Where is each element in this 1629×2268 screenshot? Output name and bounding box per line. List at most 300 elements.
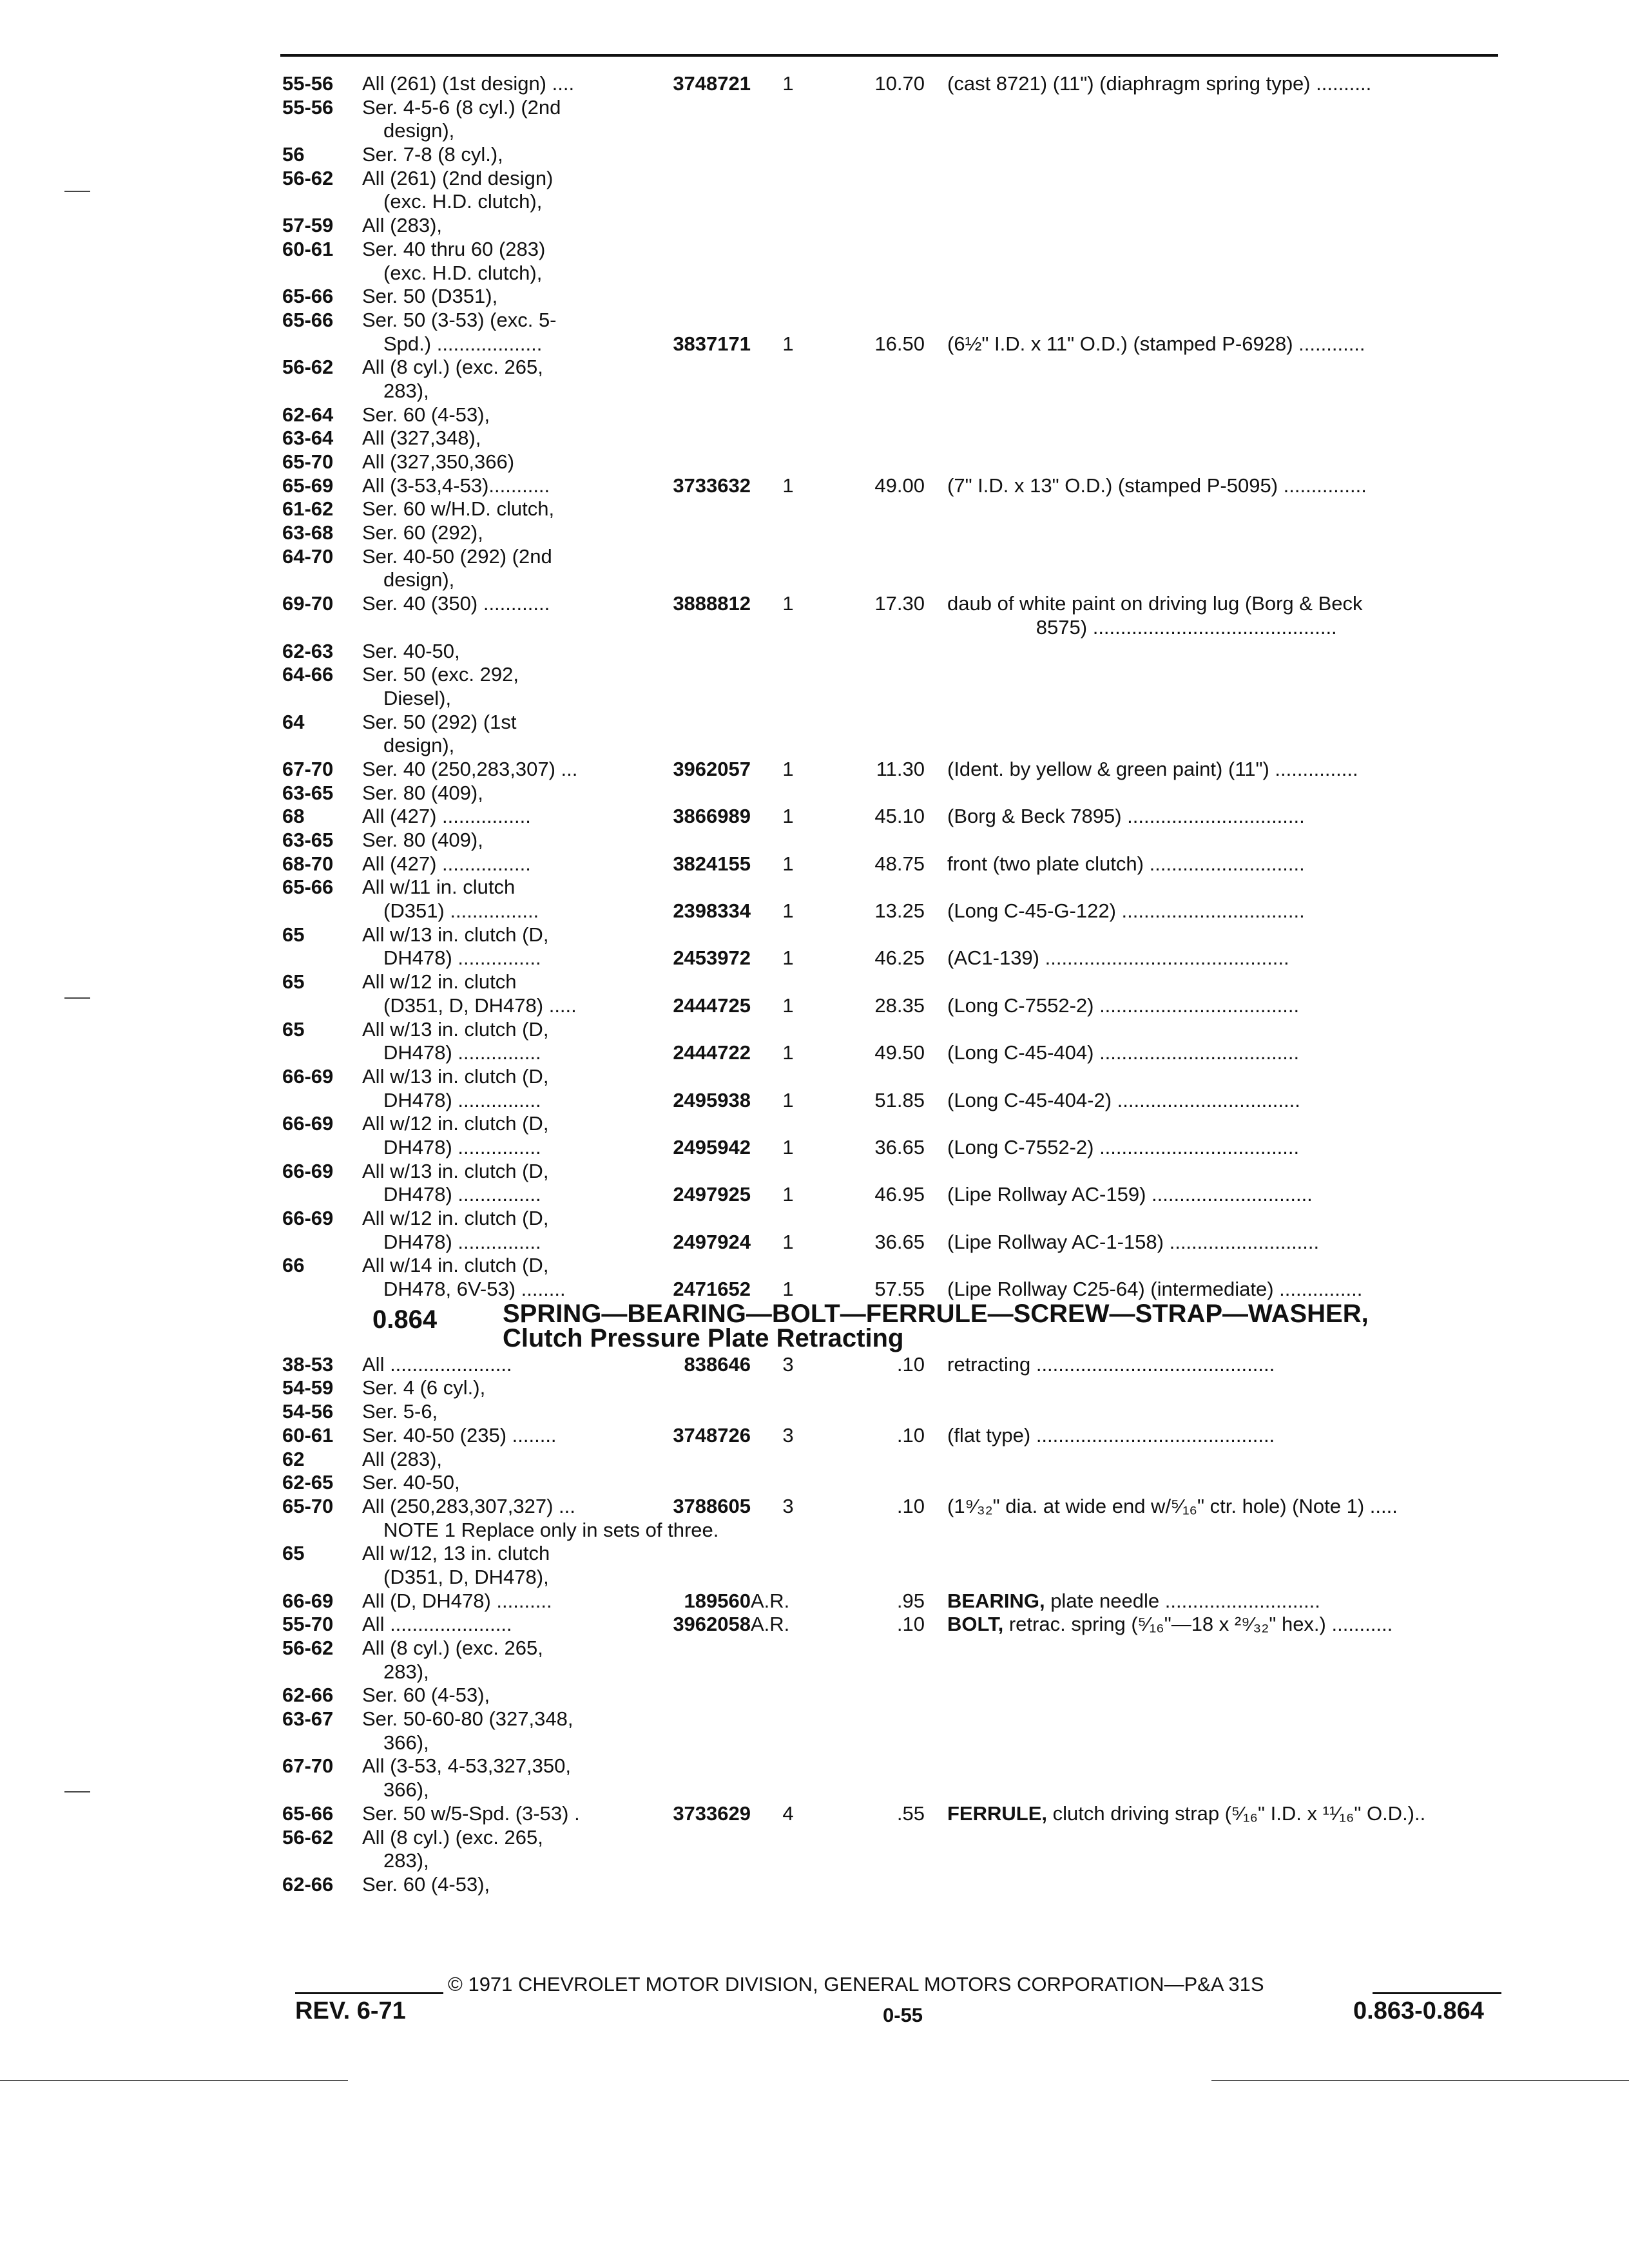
table-row [0, 663, 1629, 687]
remarks-text: (flat type) ........................................... [947, 1423, 1275, 1446]
application-description: Spd.) ................... [383, 332, 543, 355]
table-row [0, 190, 1629, 214]
top-rule [280, 54, 1498, 57]
year-range: 56 [282, 143, 305, 166]
part-number: 3962057 [673, 757, 751, 780]
year-range: 56-62 [282, 166, 334, 189]
remarks [947, 1089, 1518, 1113]
table-row [0, 1826, 1629, 1850]
remarks [947, 758, 1518, 782]
application-description: Ser. 4 (6 cyl.), [362, 1376, 486, 1399]
price: .55 [896, 1802, 925, 1825]
year-range: 57-59 [282, 214, 334, 237]
part-number: 3788605 [673, 1494, 751, 1517]
application-description: Ser. 60 (4-53), [362, 1684, 490, 1707]
table-row [0, 167, 1629, 191]
price: 46.25 [874, 947, 925, 970]
application-description: (exc. H.D. clutch), [383, 261, 543, 284]
year-range: 60-61 [282, 237, 334, 260]
table-row [0, 1731, 1629, 1755]
bottom-rule [1211, 2080, 1629, 2081]
revision-label: REV. 6-71 [295, 1997, 406, 2024]
application-description: All (283), [362, 214, 443, 237]
price: .10 [896, 1423, 925, 1446]
table-row [0, 214, 1629, 238]
table-row [0, 1471, 1629, 1495]
quantity: 4 [782, 1802, 794, 1825]
part-number: 3866989 [673, 805, 751, 828]
remarks [947, 1353, 1518, 1377]
table-row [0, 1613, 1629, 1637]
application-description: Ser. 60 (4-53), [362, 1872, 490, 1896]
quantity: 1 [782, 474, 794, 497]
year-range: 56-62 [282, 356, 334, 379]
year-range: 61-62 [282, 497, 334, 521]
application-description: DH478) ............... [383, 1230, 541, 1253]
table-row [0, 1353, 1629, 1377]
table-row [0, 568, 1629, 592]
remarks-text: (cast 8721) (11") (diaphragm spring type) .......... [947, 72, 1372, 95]
application-description: All (250,283,307,327) ... [362, 1494, 575, 1517]
application-description: (exc. H.D. clutch), [383, 190, 543, 213]
price: 36.65 [874, 1230, 925, 1253]
year-range: 66-69 [282, 1589, 334, 1612]
quantity: 3 [782, 1494, 794, 1517]
year-range: 66-69 [282, 1112, 334, 1135]
table-row [0, 829, 1629, 852]
table-row [0, 923, 1629, 947]
remarks [947, 1183, 1518, 1207]
table-row [0, 947, 1629, 970]
section-title [503, 1299, 1369, 1352]
application-description: All (327,350,366) [362, 450, 515, 473]
table-row [0, 1160, 1629, 1184]
section-heading [0, 1299, 1629, 1353]
price: 48.75 [874, 852, 925, 875]
part-number: 838646 [684, 1352, 751, 1376]
application-description: All (3-53, 4-53,327,350, [362, 1754, 571, 1778]
year-range: 62-64 [282, 403, 334, 426]
price: 51.85 [874, 1088, 925, 1111]
remarks-text: clutch driving strap (⁵⁄₁₆" I.D. x ¹¹⁄₁₆" O.D.).. [1047, 1802, 1426, 1825]
year-range: 63-65 [282, 829, 334, 851]
application-description: All w/12, 13 in. clutch [362, 1542, 550, 1565]
table-row [0, 1754, 1629, 1778]
year-range: 69-70 [282, 592, 334, 615]
remarks-text: (Long C-45-404) .................................... [947, 1041, 1300, 1064]
application-description: DH478) ............... [383, 1135, 541, 1158]
table-row [0, 1873, 1629, 1897]
application-description: Ser. 40 (350) ............ [362, 592, 550, 615]
quantity: 1 [782, 805, 794, 828]
application-description: All ...................... [362, 1613, 512, 1636]
application-description: DH478) ............... [383, 1088, 541, 1111]
year-range: 62-66 [282, 1684, 334, 1707]
part-name: BOLT, [947, 1613, 1004, 1636]
table-row [0, 1684, 1629, 1707]
table-row [0, 427, 1629, 450]
part-number: 3748726 [673, 1423, 751, 1446]
quantity: 1 [782, 332, 794, 355]
year-range: 64-70 [282, 544, 334, 568]
application-description: 283), [383, 1849, 429, 1872]
application-description: All w/13 in. clutch (D, [362, 1064, 549, 1088]
remarks-text: plate needle ............................ [1045, 1589, 1320, 1612]
part-number: 3962058 [673, 1613, 751, 1636]
year-range: 64 [282, 710, 305, 733]
remarks-text: (Long C-7552-2) .................................... [947, 1135, 1300, 1158]
application-description: All (8 cyl.) (exc. 265, [362, 356, 543, 379]
year-range: 62-65 [282, 1471, 334, 1494]
application-description: All (427) ................ [362, 852, 531, 875]
table-row [0, 474, 1629, 498]
table-row [0, 1542, 1629, 1566]
remarks-text: (Lipe Rollway C25-64) (intermediate) ............... [947, 1278, 1363, 1301]
year-range: 65-70 [282, 1494, 334, 1517]
remarks [947, 332, 1518, 356]
table-row [0, 1637, 1629, 1660]
year-range: 66-69 [282, 1159, 334, 1182]
part-number: 2497924 [673, 1230, 751, 1253]
application-description: All w/13 in. clutch (D, [362, 1159, 549, 1182]
quantity: 1 [782, 852, 794, 875]
table-row [0, 1278, 1629, 1302]
year-range: 65 [282, 970, 305, 994]
quantity: 1 [782, 1041, 794, 1064]
application-description: Ser. 4-5-6 (8 cyl.) (2nd [362, 95, 561, 119]
part-number: 2471652 [673, 1278, 751, 1301]
quantity: 1 [782, 1230, 794, 1253]
section-number: 0.864 [372, 1305, 438, 1334]
remarks-text: (Lipe Rollway AC-1-158) ........................... [947, 1230, 1320, 1253]
application-description: Ser. 50-60-80 (327,348, [362, 1707, 574, 1731]
table-row [0, 1231, 1629, 1254]
table-row [0, 1112, 1629, 1136]
table-row [0, 1778, 1629, 1802]
application-description: DH478) ............... [383, 1183, 541, 1206]
table-row [0, 1424, 1629, 1448]
application-description: Ser. 40-50, [362, 1471, 460, 1494]
remarks [947, 474, 1518, 498]
application-description: 283), [383, 1660, 429, 1683]
part-number: 3748721 [673, 72, 751, 95]
table-row [0, 876, 1629, 899]
application-description: All w/13 in. clutch (D, [362, 1017, 549, 1041]
remarks [947, 994, 1518, 1018]
remarks-text: (6½" I.D. x 11" O.D.) (stamped P-6928) ............ [947, 332, 1365, 355]
application-description: All (261) (2nd design) [362, 166, 554, 189]
price: 13.25 [874, 899, 925, 923]
part-name: FERRULE, [947, 1802, 1047, 1825]
application-description: Ser. 50 (3-53) (exc. 5- [362, 308, 557, 331]
application-description: DH478) ............... [383, 947, 541, 970]
price: 10.70 [874, 72, 925, 95]
remarks [947, 899, 1518, 923]
part-number: 3733632 [673, 474, 751, 497]
application-description: All w/13 in. clutch (D, [362, 923, 549, 946]
application-description: Ser. 80 (409), [362, 781, 483, 804]
remarks [947, 1136, 1518, 1160]
table-row [0, 1376, 1629, 1400]
application-description: All w/14 in. clutch (D, [362, 1254, 549, 1277]
year-range: 56-62 [282, 1637, 334, 1659]
footer-rule-right [1373, 1992, 1501, 1994]
section-subtitle: Clutch Pressure Plate Retracting [503, 1323, 904, 1352]
table-row [0, 238, 1629, 262]
table-row [0, 285, 1629, 309]
footer-copyright: © 1971 CHEVROLET MOTOR DIVISION, GENERAL MOTORS CORPORATION—P&A 31S [448, 1973, 1264, 1995]
part-number: 3837171 [673, 332, 751, 355]
remarks [947, 947, 1518, 970]
table-row [0, 1089, 1629, 1113]
application-description: 366), [383, 1731, 429, 1754]
application-description: All w/12 in. clutch [362, 970, 517, 994]
table-row [0, 309, 1629, 332]
year-range: 63-67 [282, 1707, 334, 1731]
application-description: Ser. 80 (409), [362, 829, 483, 851]
table-row [0, 1495, 1629, 1519]
quantity: 1 [782, 592, 794, 615]
table-row [0, 1065, 1629, 1089]
application-description: Ser. 5-6, [362, 1400, 438, 1423]
application-description: All w/12 in. clutch (D, [362, 1112, 549, 1135]
price: 36.65 [874, 1135, 925, 1158]
bottom-rule [0, 2080, 348, 2081]
application-description: DH478) ............... [383, 1041, 541, 1064]
table-row [0, 1519, 1629, 1542]
application-description: design), [383, 119, 455, 142]
year-range: 38-53 [282, 1352, 334, 1376]
year-range: 65 [282, 1542, 305, 1565]
table-row [0, 72, 1629, 96]
table-row [0, 356, 1629, 380]
application-description: All w/12 in. clutch (D, [362, 1207, 549, 1229]
table-row [0, 640, 1629, 664]
application-description: (D351, D, DH478) ..... [383, 994, 577, 1017]
application-description: Ser. 60 (292), [362, 521, 483, 544]
application-description: All w/11 in. clutch [362, 876, 516, 899]
application-description: All (3-53,4-53)........... [362, 474, 550, 497]
price: 16.50 [874, 332, 925, 355]
application-description: 366), [383, 1778, 429, 1802]
part-name: BEARING, [947, 1589, 1045, 1612]
price: 11.30 [876, 757, 925, 780]
year-range: 62 [282, 1447, 305, 1470]
table-row [0, 994, 1629, 1018]
price: 57.55 [874, 1278, 925, 1301]
remarks-text: (Lipe Rollway AC-159) ............................. [947, 1183, 1313, 1206]
table-row [0, 380, 1629, 403]
table-row [0, 1018, 1629, 1042]
year-range: 55-56 [282, 95, 334, 119]
table-row [0, 1254, 1629, 1278]
year-range: 63-65 [282, 781, 334, 804]
remarks-text: front (two plate clutch) ............................ [947, 852, 1305, 875]
application-description: DH478, 6V-53) ........ [383, 1278, 566, 1301]
year-range: 64-66 [282, 663, 334, 686]
table-row [0, 1136, 1629, 1160]
remarks [947, 805, 1518, 829]
remarks-text: (Ident. by yellow & green paint) (11") ............... [947, 757, 1358, 780]
application-description: Ser. 40-50, [362, 639, 460, 662]
year-range: 62-66 [282, 1872, 334, 1896]
table-row [0, 805, 1629, 829]
remarks-text: (Borg & Beck 7895) ................................ [947, 805, 1305, 828]
table-row [0, 899, 1629, 923]
part-number: 2497925 [673, 1183, 751, 1206]
year-range: 66-69 [282, 1064, 334, 1088]
application-description: design), [383, 568, 455, 591]
remarks [947, 616, 1518, 640]
price: .10 [896, 1613, 925, 1636]
application-description: Ser. 40-50 (292) (2nd [362, 544, 552, 568]
application-description: Ser. 40-50 (235) ........ [362, 1423, 557, 1446]
remarks [947, 1424, 1518, 1448]
remarks [947, 1802, 1518, 1826]
price: 17.30 [874, 592, 925, 615]
table-row [0, 852, 1629, 876]
remarks [947, 1590, 1518, 1613]
remarks [947, 72, 1518, 96]
quantity: 1 [782, 1278, 794, 1301]
table-row [0, 1400, 1629, 1424]
quantity: 1 [782, 947, 794, 970]
application-description: All ...................... [362, 1352, 512, 1376]
application-description: Ser. 50 (D351), [362, 285, 498, 308]
quantity: 3 [782, 1423, 794, 1446]
year-range: 65-69 [282, 474, 334, 497]
footer-rule-left [295, 1992, 443, 1994]
year-range: 66-69 [282, 1207, 334, 1229]
year-range: 60-61 [282, 1423, 334, 1446]
table-row [0, 1041, 1629, 1065]
table-row [0, 1707, 1629, 1731]
application-description: Ser. 60 (4-53), [362, 403, 490, 426]
year-range: 67-70 [282, 757, 334, 780]
table-row [0, 711, 1629, 735]
part-number: 2495942 [673, 1135, 751, 1158]
year-range: 66 [282, 1254, 305, 1277]
application-description: 283), [383, 379, 429, 402]
table-row [0, 119, 1629, 143]
remarks [947, 1041, 1518, 1065]
year-range: 65-66 [282, 1802, 334, 1825]
parts-listing [0, 72, 1629, 1897]
application-description: design), [383, 734, 455, 757]
price: 28.35 [874, 994, 925, 1017]
table-row [0, 758, 1629, 782]
table-row [0, 545, 1629, 569]
application-description: Ser. 7-8 (8 cyl.), [362, 143, 503, 166]
table-row [0, 497, 1629, 521]
quantity: 1 [782, 72, 794, 95]
application-description: All (D, DH478) .......... [362, 1589, 552, 1612]
page-number: 0-55 [883, 2004, 923, 2026]
year-range: 65 [282, 1017, 305, 1041]
part-number: 3733629 [673, 1802, 751, 1825]
part-number: 2444725 [673, 994, 751, 1017]
table-row [0, 96, 1629, 120]
price: .95 [896, 1589, 925, 1612]
remarks-text: (7" I.D. x 13" O.D.) (stamped P-5095) ............... [947, 474, 1367, 497]
application-description: Ser. 50 w/5-Spd. (3-53) . [362, 1802, 580, 1825]
remarks [947, 1495, 1518, 1519]
application-description: Ser. 60 w/H.D. clutch, [362, 497, 555, 521]
remarks [947, 1278, 1518, 1302]
quantity: 1 [782, 757, 794, 780]
table-row [0, 1590, 1629, 1613]
part-number: 2398334 [673, 899, 751, 923]
application-description: Ser. 50 (292) (1st [362, 710, 517, 733]
year-range: 68-70 [282, 852, 334, 875]
part-number: 2453972 [673, 947, 751, 970]
quantity: A.R. [751, 1613, 790, 1636]
application-description: Diesel), [383, 686, 452, 709]
table-row [0, 687, 1629, 711]
table-row [0, 734, 1629, 758]
remarks-text: retracting ........................................... [947, 1352, 1275, 1376]
quantity: 1 [782, 1135, 794, 1158]
quantity: 1 [782, 1088, 794, 1111]
application-description: NOTE 1 Replace only in sets of three. [383, 1518, 719, 1541]
application-description: Ser. 50 (exc. 292, [362, 663, 519, 686]
remarks [947, 1231, 1518, 1254]
remarks [947, 852, 1518, 876]
table-row [0, 521, 1629, 545]
part-number: 3824155 [673, 852, 751, 875]
application-description: Ser. 40 (250,283,307) ... [362, 757, 578, 780]
year-range: 65 [282, 923, 305, 946]
year-range: 55-70 [282, 1613, 334, 1636]
table-row [0, 403, 1629, 427]
remarks-text: (AC1-139) ............................................ [947, 947, 1289, 970]
application-description: All (8 cyl.) (exc. 265, [362, 1637, 543, 1659]
table-row [0, 1207, 1629, 1231]
quantity: A.R. [751, 1589, 790, 1612]
year-range: 67-70 [282, 1754, 334, 1778]
remarks-text: (Long C-7552-2) .................................... [947, 994, 1300, 1017]
application-description: (D351, D, DH478), [383, 1565, 549, 1588]
application-description: (D351) ................ [383, 899, 539, 923]
remarks [947, 592, 1518, 616]
remarks-text: 8575) ............................................ [947, 615, 1337, 639]
table-row [0, 1802, 1629, 1826]
table-row [0, 782, 1629, 805]
table-row [0, 1448, 1629, 1472]
year-range: 63-64 [282, 427, 334, 450]
part-number: 189560 [684, 1589, 751, 1612]
year-range: 55-56 [282, 72, 334, 95]
price: 46.95 [874, 1183, 925, 1206]
year-range: 68 [282, 805, 305, 828]
section-range: 0.863-0.864 [1353, 1997, 1484, 2024]
price: .10 [896, 1494, 925, 1517]
table-row [0, 262, 1629, 285]
part-number: 3888812 [673, 592, 751, 615]
price: .10 [896, 1352, 925, 1376]
year-range: 63-68 [282, 521, 334, 544]
section-title-line: SPRING—BEARING—BOLT—FERRULE—SCREW—STRAP—WASHER, [503, 1299, 1369, 1328]
application-description: Ser. 40 thru 60 (283) [362, 237, 546, 260]
quantity: 3 [782, 1352, 794, 1376]
part-number: 2495938 [673, 1088, 751, 1111]
remarks-text: retrac. spring (⁵⁄₁₆"—18 x ²⁹⁄₃₂" hex.) ........... [1003, 1613, 1393, 1636]
year-range: 65-66 [282, 285, 334, 308]
price: 49.00 [874, 474, 925, 497]
year-range: 54-56 [282, 1400, 334, 1423]
application-description: All (261) (1st design) .... [362, 72, 575, 95]
application-description: All (427) ................ [362, 805, 531, 828]
